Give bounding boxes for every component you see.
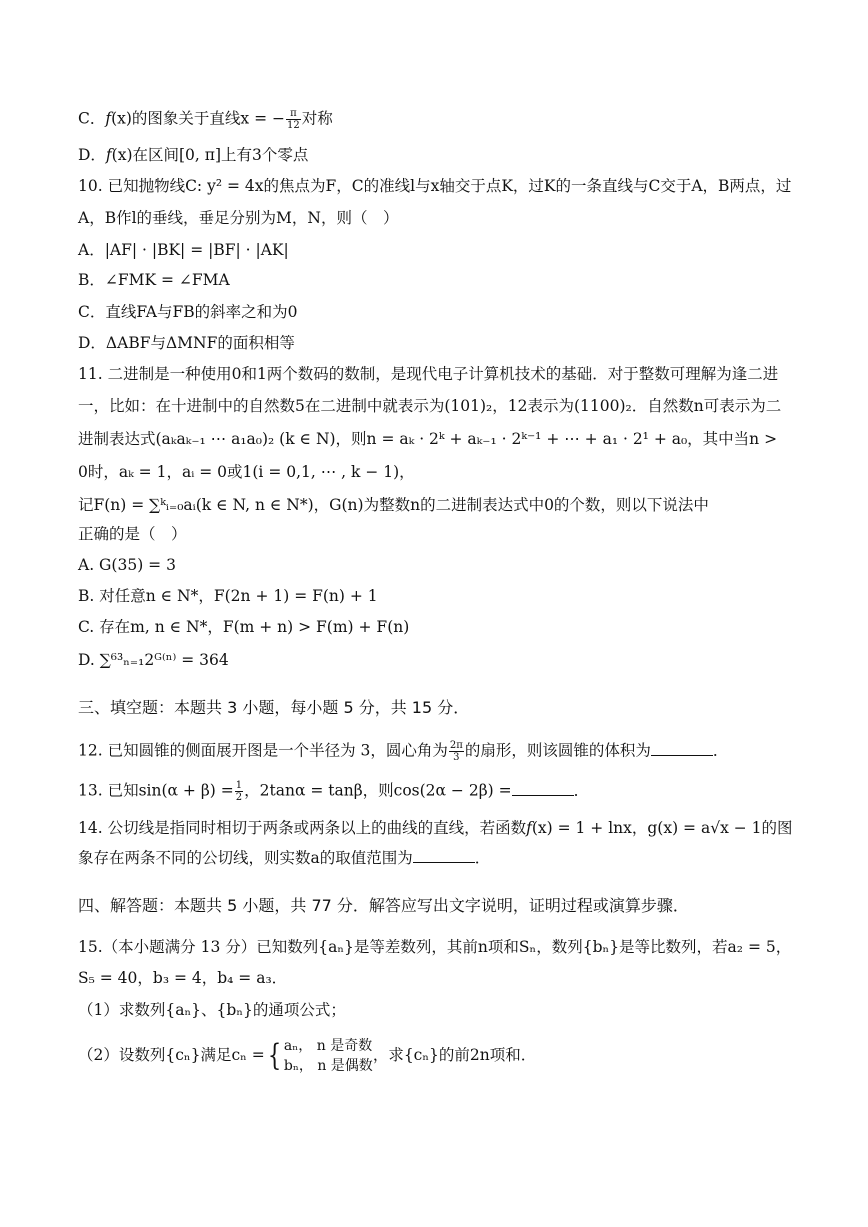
q11-option-d: D. ∑⁶³ₙ₌₁2ᴳ⁽ⁿ⁾ = 364 <box>78 651 229 669</box>
fraction: $\frac{\pi}{12}$ <box>287 108 300 131</box>
q15-line1: 15.（本小题满分 13 分）已知数列{aₙ}是等差数列，其前n项和Sₙ，数列{bₙ}是等比数列，若a₂ = 5， <box>78 938 792 956</box>
q14-line2: 象存在两条不同的公切线，则实数a的取值范围为 ． <box>78 849 491 867</box>
q9-option-c-text: C．𝑓(x)的图象关于直线x = − <box>78 109 286 128</box>
fraction: $\frac{1}{2}$ <box>235 780 243 803</box>
q9-option-d: D．𝑓(x)在区间[0, π]上有3个零点 <box>78 146 309 164</box>
q11-option-a: A. G(35) = 3 <box>78 556 176 574</box>
q15-part1: （1）求数列{aₙ}、{bₙ}的通项公式； <box>78 1001 346 1019</box>
q10-option-b: B．∠FMK = ∠FMA <box>78 271 230 289</box>
q11-stem-line5: 记F(n) = ∑ᵏᵢ₌₀aᵢ(k ∈ N, n ∈ N*)，G(n)为整数n的二进制表达式中0的个数，则以下说法中 <box>78 496 709 514</box>
q10-option-a: A．|AF| · |BK| = |BF| · |AK| <box>78 241 289 259</box>
fraction: $\frac{2\pi}{3}$ <box>449 740 463 763</box>
q11-stem-line6: 正确的是（ ） <box>78 525 187 543</box>
q11-stem-line3: 进制表达式(aₖaₖ₋₁ ⋯ a₁a₀)₂ (k ∈ N)，则n = aₖ · 2ᵏ + aₖ₋₁ · 2ᵏ⁻¹ + ⋯ + a₁ · 2¹ + a₀，其中当n > <box>78 430 778 448</box>
q10-option-d: D．ΔABF与ΔMNF的面积相等 <box>78 334 295 352</box>
q10-stem-line2: A，B作l的垂线，垂足分别为M，N，则（ ） <box>78 209 399 227</box>
q15-part2: （2）设数列{cₙ}满足cₙ ={ aₙ， n 是奇数 bₙ， n 是偶数 ，求{cₙ}的前2n项和． <box>78 1038 537 1074</box>
q13: 13. 已知sin(α + β) = $\frac{1}{2}$ ，2tanα = tanβ，则cos(2α − 2β) = ． <box>78 780 590 803</box>
answer-blank <box>651 741 713 756</box>
left-brace: { <box>267 1038 282 1073</box>
q15-line2: S₅ = 40，b₃ = 4，b₄ = a₃． <box>78 969 288 987</box>
q11-stem-line4: 0时，aₖ = 1，aᵢ = 0或1(i = 0,1, ⋯ , k − 1)， <box>78 463 415 481</box>
q10-option-c: C．直线FA与FB的斜率之和为0 <box>78 303 298 321</box>
q12: 12. 已知圆锥的侧面展开图是一个半径为 3，圆心角为 $\frac{2\pi}{3}$ 的扇形，则该圆锥的体积为 ． <box>78 740 729 763</box>
q11-option-b: B. 对任意n ∈ N*，F(2n + 1) = F(n) + 1 <box>78 587 378 605</box>
q11-stem-line1: 11. 二进制是一种使用0和1两个数码的数制，是现代电子计算机技术的基础．对于整数可理解为逢二进 <box>78 365 779 383</box>
answer-blank <box>512 781 574 796</box>
q14-line1: 14. 公切线是指同时相切于两条或两条以上的曲线的直线，若函数𝑓(x) = 1 + lnx，g(x) = a√x − 1的图 <box>78 819 793 837</box>
q9-option-c: C．𝑓(x)的图象关于直线x = − $\frac{\pi}{12}$ 对称 <box>78 108 333 131</box>
q11-stem-line2: 一，比如：在十进制中的自然数5在二进制中就表示为(101)₂，12表示为(1100)₂．自然数n可表示为二 <box>78 397 782 415</box>
section-four-heading: 四、解答题：本题共 5 小题，共 77 分．解答应写出文字说明，证明过程或演算步骤． <box>78 896 689 915</box>
answer-blank <box>413 848 475 863</box>
q11-option-c: C. 存在m, n ∈ N*，F(m + n) > F(m) + F(n) <box>78 618 410 636</box>
piecewise-cases: aₙ， n 是奇数 bₙ， n 是偶数 <box>283 1038 373 1074</box>
q10-stem-line1: 10. 已知抛物线C: y² = 4x的焦点为F，C的准线l与x轴交于点K，过K的一条直线与C交于A，B两点，过 <box>78 177 792 195</box>
section-three-heading: 三、填空题：本题共 3 小题，每小题 5 分，共 15 分． <box>78 698 470 717</box>
